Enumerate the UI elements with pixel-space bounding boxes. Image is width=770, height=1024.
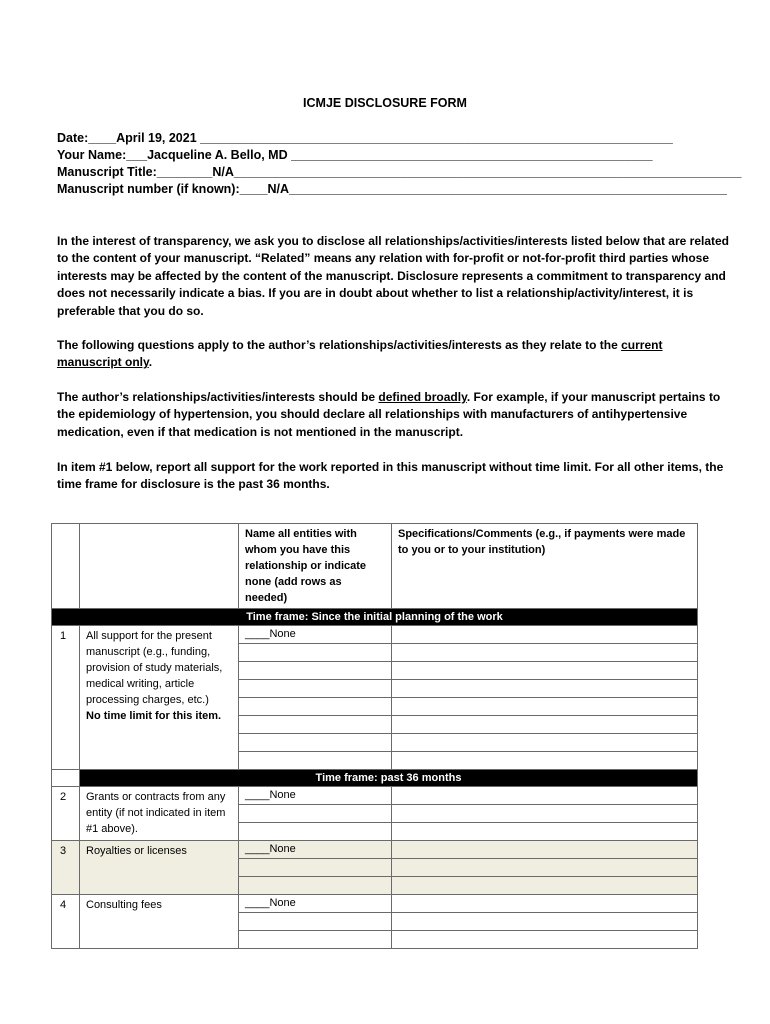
date-field[interactable]: Date:____April 19, 2021 ____________________________________________________________________ <box>57 131 673 145</box>
form-fields <box>57 130 741 198</box>
header-desc-cell <box>80 524 239 609</box>
entity-cell[interactable] <box>239 752 392 770</box>
scope-underlined: current manuscript only <box>57 338 663 370</box>
header-specifications: Specifications/Comments (e.g., if payments were made to you or to your institution) <box>392 524 698 609</box>
entity-cell[interactable] <box>239 823 392 841</box>
item-1-spec[interactable] <box>392 626 698 644</box>
item-2-spec[interactable] <box>392 787 698 805</box>
entity-cell[interactable] <box>239 859 392 877</box>
spec-cell[interactable] <box>392 931 698 949</box>
item-2-number: 2 <box>52 787 80 841</box>
entity-cell[interactable] <box>239 931 392 949</box>
time-frame-paragraph: In item #1 below, report all support for the work reported in this manuscript without time limit. For all other items, the time frame for disclosure is the past 36 months. <box>57 460 724 492</box>
table-row <box>52 841 698 859</box>
spec-cell[interactable] <box>392 698 698 716</box>
entity-cell[interactable] <box>239 662 392 680</box>
table-row <box>52 787 698 805</box>
entity-cell[interactable] <box>239 877 392 895</box>
scope-text: The following questions apply to the author’s relationships/activities/interests as they relate to the <box>57 338 622 352</box>
item-3-spec[interactable] <box>392 841 698 859</box>
item-3-number: 3 <box>52 841 80 895</box>
item-2-entity[interactable]: ____None <box>239 787 392 805</box>
item-1-desc-text: All support for the present manuscript (e.g., funding, provision of study materials, medical writing, article processing charges, etc.) <box>86 630 223 706</box>
item-3-description: Royalties or licenses <box>80 841 239 895</box>
entity-cell[interactable] <box>239 734 392 752</box>
broad-definition-paragraph <box>57 389 729 441</box>
table-row <box>52 895 698 913</box>
spec-cell[interactable] <box>392 877 698 895</box>
spec-cell[interactable] <box>392 680 698 698</box>
item-4-number: 4 <box>52 895 80 949</box>
item-1-number: 1 <box>52 626 80 770</box>
spec-cell[interactable] <box>392 644 698 662</box>
band-2-label: Time frame: past 36 months <box>315 772 462 784</box>
entity-cell[interactable] <box>239 716 392 734</box>
item-1-description <box>80 626 239 770</box>
entity-cell[interactable] <box>239 698 392 716</box>
spec-cell[interactable] <box>392 805 698 823</box>
entity-cell[interactable] <box>239 644 392 662</box>
transparency-paragraph: In the interest of transparency, we ask you to disclose all relationships/activities/interests listed below that are related to the content of your manuscript. “Related” means any relation with for-profit or not-for-profit third parties whose interests may be affected by the content of the manuscript. Disclosure represents a commitment to transparency and does not necessarily indicate a bias. If you are in doubt about whether to list a relationship/activity/interest, it is preferable that you do so. <box>57 234 729 318</box>
spec-cell[interactable] <box>392 752 698 770</box>
item-2-description: Grants or contracts from any entity (if not indicated in item #1 above). <box>80 787 239 841</box>
manuscript-title-field[interactable]: Manuscript Title:________N/A_________________________________________________________________________ <box>57 165 742 179</box>
table-header-row <box>52 524 698 609</box>
broad-underlined: defined broadly <box>378 390 467 404</box>
band-1-label: Time frame: Since the initial planning of the work <box>246 611 503 623</box>
scope-paragraph <box>57 337 729 372</box>
disclosure-table <box>51 523 698 949</box>
entity-cell[interactable] <box>239 680 392 698</box>
spec-cell[interactable] <box>392 734 698 752</box>
spec-cell[interactable] <box>392 823 698 841</box>
form-title: ICMJE DISCLOSURE FORM <box>303 96 467 110</box>
spec-cell[interactable] <box>392 716 698 734</box>
entity-cell[interactable] <box>239 913 392 931</box>
time-frame-band-2 <box>52 770 698 787</box>
broad-end: . For example, if your manuscript pertains to the epidemiology of hypertension, you should declare all relationships with manufacturers of antihypertensive medication, even if that medication is not mentioned in the manuscript. <box>57 390 721 439</box>
item-4-spec[interactable] <box>392 895 698 913</box>
name-field[interactable]: Your Name:___Jacqueline A. Bello, MD ____________________________________________________ <box>57 148 653 162</box>
spec-cell[interactable] <box>392 662 698 680</box>
spec-cell[interactable] <box>392 913 698 931</box>
header-entities: Name all entities with whom you have this relationship or indicate none (add rows as needed) <box>239 524 392 609</box>
item-4-description: Consulting fees <box>80 895 239 949</box>
manuscript-number-field[interactable]: Manuscript number (if known):____N/A_______________________________________________________________ <box>57 182 727 196</box>
header-num-cell <box>52 524 80 609</box>
item-4-entity[interactable]: ____None <box>239 895 392 913</box>
table-row <box>52 626 698 644</box>
item-1-note: No time limit for this item. <box>86 710 222 722</box>
band-2-blank-cell <box>52 770 80 787</box>
scope-end: . <box>148 355 153 370</box>
band-2-cell <box>80 770 698 787</box>
time-frame-band-1 <box>52 609 698 626</box>
broad-text: The author’s relationships/activities/interests should be <box>57 390 379 404</box>
band-1-cell <box>52 609 698 626</box>
spec-cell[interactable] <box>392 859 698 877</box>
entity-cell[interactable] <box>239 805 392 823</box>
item-3-entity[interactable]: ____None <box>239 841 392 859</box>
item-1-entity[interactable]: ____None <box>239 626 392 644</box>
